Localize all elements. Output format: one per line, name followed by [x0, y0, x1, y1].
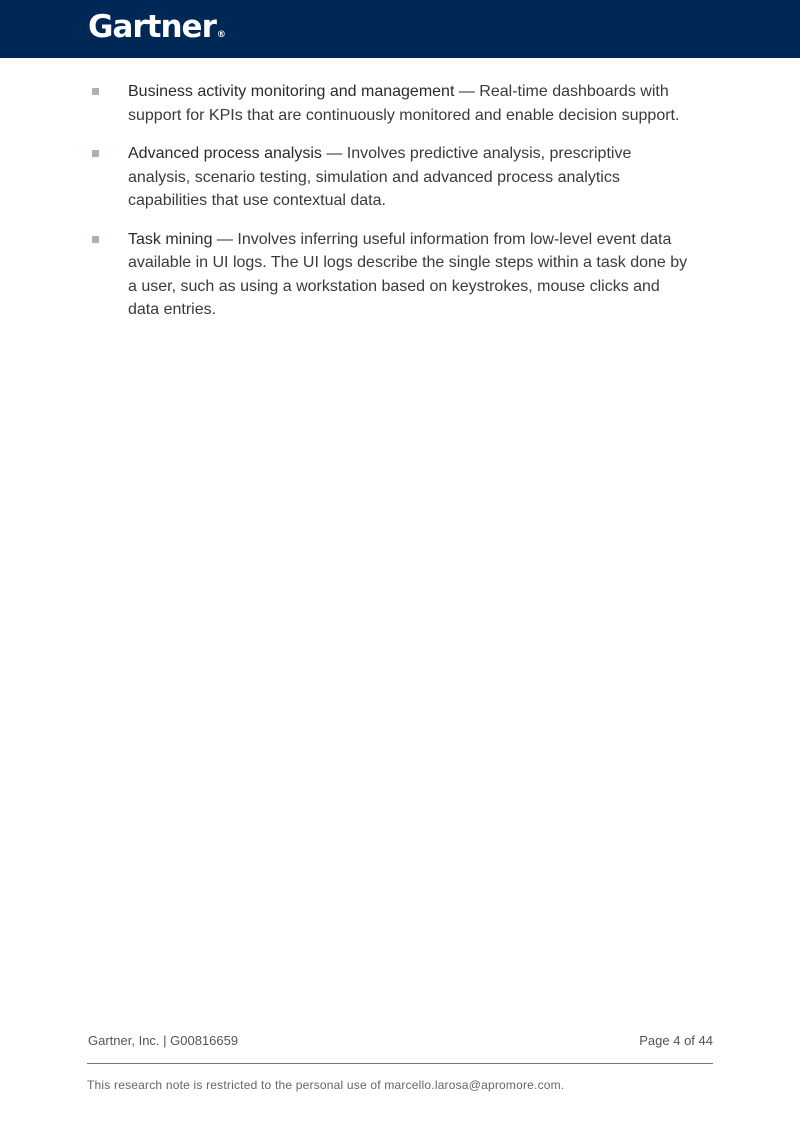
- bullet-term: Task mining —: [128, 230, 233, 248]
- bullet-list: [0, 80, 800, 337]
- square-bullet-icon: [92, 88, 99, 95]
- footer-company-doc: Gartner, Inc. | G00816659: [88, 1033, 239, 1048]
- footer-restriction-note: This research note is restricted to the personal use of marcello.larosa@apromore.com.: [87, 1078, 565, 1092]
- registered-mark: ®: [216, 30, 226, 40]
- bullet-text: Involves inferring useful information from low-level event data available in UI logs. The UI logs describe the single steps within a task done by a user, such as using a workstation based on keystrokes, mouse clicks and data entries.: [128, 230, 688, 318]
- list-item: [0, 228, 800, 322]
- bullet-term: Business activity monitoring and management —: [128, 83, 475, 100]
- bullet-text: Real-time dashboards with support for KPIs that are continuously monitored and enable decision support.: [128, 83, 680, 124]
- gartner-logo: [88, 9, 226, 45]
- list-item: [0, 142, 800, 213]
- footer-divider: [87, 1063, 713, 1064]
- bullet-term: Advanced process analysis —: [128, 145, 343, 162]
- square-bullet-icon: [92, 236, 99, 243]
- footer-page-number: Page 4 of 44: [639, 1033, 713, 1048]
- square-bullet-icon: [92, 150, 99, 157]
- bullet-text: Involves predictive analysis, prescriptive analysis, scenario testing, simulation and advanced process analytics capabilities that use contextual data.: [128, 145, 632, 209]
- list-item: [0, 80, 800, 127]
- logo-text: Gartner: [88, 9, 216, 45]
- header-bar: [0, 0, 800, 58]
